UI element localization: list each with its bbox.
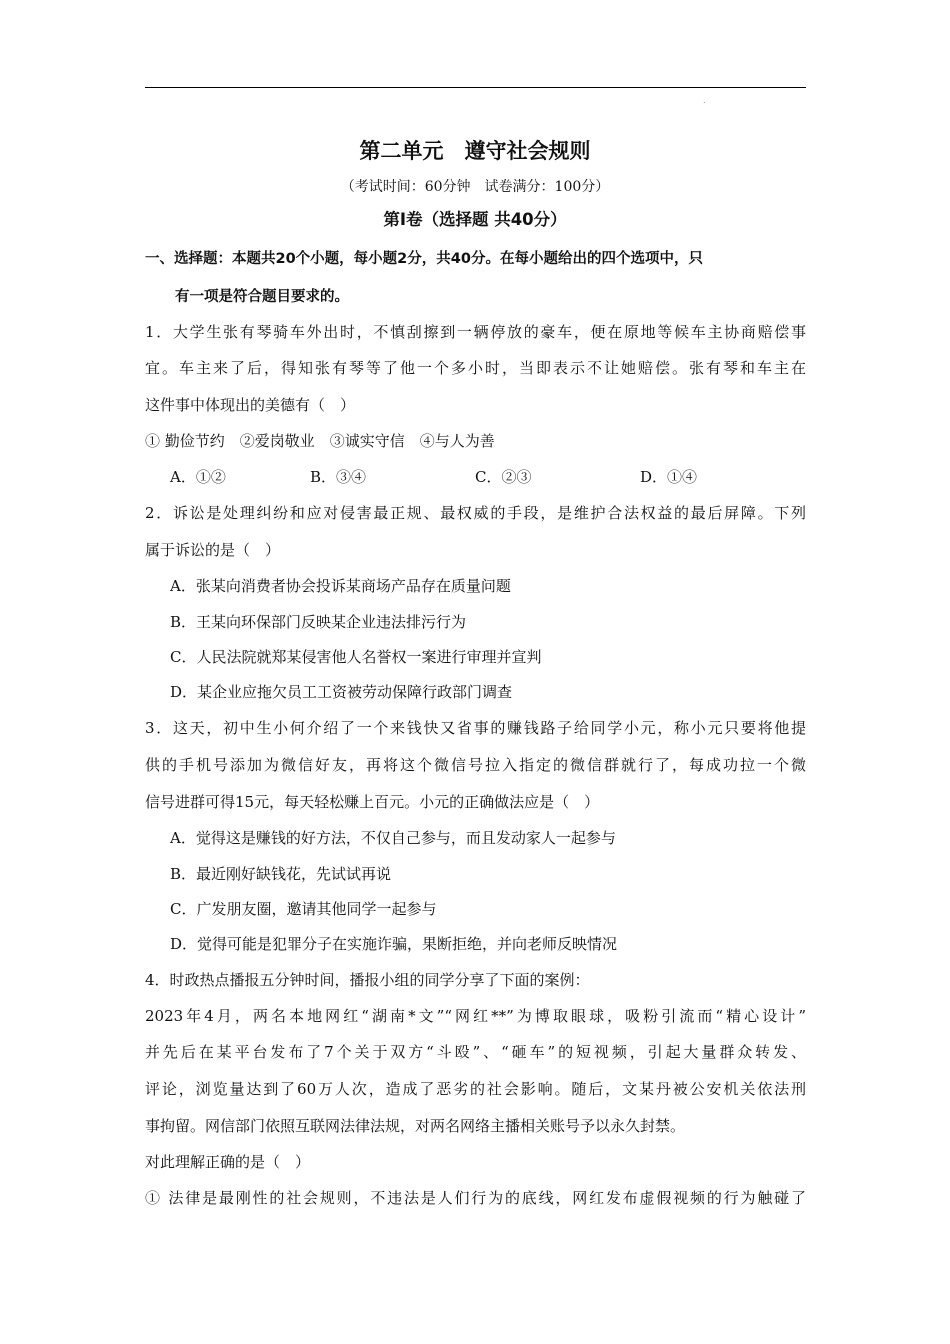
q1-items: ① 勤俭节约 ②爱岗敬业 ③诚实守信 ④与人为善: [145, 432, 495, 450]
q4-case-line: 2023年4月，两名本地网红“湖南*文”“网红**”为博取眼球，吸粉引流而“精心设计”: [145, 1007, 806, 1025]
q3-stem-line: 供的手机号添加为微信好友，再将这个微信号拉入指定的微信群就行了，每成功拉一个微: [145, 756, 806, 774]
q2-option-a[interactable]: A．张某向消费者协会投诉某商场产品存在质量问题: [170, 577, 511, 595]
q2-stem-line: 属于诉讼的是（ ）: [145, 541, 281, 559]
volume-heading: 第Ⅰ卷（选择题 共40分）: [383, 210, 567, 229]
q2-option-b[interactable]: B．王某向环保部门反映某企业违法排污行为: [170, 613, 467, 631]
q3-stem-line: 3．这天，初中生小何介绍了一个来钱快又省事的赚钱路子给同学小元，称小元只要将他提: [145, 719, 806, 737]
q1-option-c[interactable]: C．②③: [475, 468, 532, 486]
q3-option-c[interactable]: C．广发朋友圈，邀请其他同学一起参与: [170, 900, 437, 918]
q4-case-line: 事拘留。网信部门依照互联网法律法规，对两名网络主播相关账号予以永久封禁。: [145, 1117, 686, 1135]
q2-stem-line: 2．诉讼是处理纠纷和应对侵害最正规、最权威的手段，是维护合法权益的最后屏障。下列: [145, 504, 806, 522]
q1-stem-line: 宜。车主来了后，得知张有琴等了他一个多小时，当即表示不让她赔偿。张有琴和车主在: [145, 359, 806, 377]
q4-case-line: 并先后在某平台发布了7个关于双方“斗殴”、“砸车”的短视频，引起大量群众转发、: [145, 1043, 806, 1061]
q4-intro: 4．时政热点播报五分钟时间，播报小组的同学分享了下面的案例：: [145, 971, 590, 989]
q2-option-c[interactable]: C．人民法院就郑某侵害他人名誉权一案进行审理并宣判: [170, 648, 542, 666]
q3-option-a[interactable]: A．觉得这是赚钱的好方法，不仅自己参与，而且发动家人一起参与: [170, 829, 616, 847]
q1-option-d[interactable]: D．①④: [640, 468, 698, 486]
header-dot: .: [703, 96, 706, 105]
q3-option-d[interactable]: D．觉得可能是犯罪分子在实施诈骗，果断拒绝，并向老师反映情况: [170, 935, 618, 953]
q1-option-b[interactable]: B．③④: [310, 468, 367, 486]
section-instruction-line1: 一、选择题：本题共20个小题，每小题2分，共40分。在每小题给出的四个选项中，只: [145, 251, 703, 267]
q1-option-a[interactable]: A．①②: [170, 468, 226, 486]
q4-case-line: 评论，浏览量达到了60万人次，造成了恶劣的社会影响。随后，文某丹被公安机关依法刑: [145, 1080, 806, 1098]
exam-info: （考试时间：60分钟 试卷满分：100分）: [340, 179, 610, 195]
header-rule: [145, 87, 806, 88]
section-instruction-line2: 有一项是符合题目要求的。: [175, 289, 349, 305]
q2-option-d[interactable]: D．某企业应拖欠员工工资被劳动保障行政部门调查: [170, 683, 513, 701]
q1-stem-line: 这件事中体现出的美德有（ ）: [145, 396, 356, 414]
q3-option-b[interactable]: B．最近刚好缺钱花，先试试再说: [170, 865, 392, 883]
q3-stem-line: 信号进群可得15元，每天轻松赚上百元。小元的正确做法应是（ ）: [145, 793, 600, 811]
q4-prompt: 对此理解正确的是（ ）: [145, 1153, 311, 1171]
q4-item-1: ① 法律是最刚性的社会规则，不违法是人们行为的底线，网红发布虚假视频的行为触碰了: [145, 1189, 806, 1207]
page-title: 第二单元 遵守社会规则: [359, 139, 591, 163]
q1-stem-line: 1．大学生张有琴骑车外出时，不慎刮擦到一辆停放的豪车，便在原地等候车主协商赔偿事: [145, 323, 806, 341]
